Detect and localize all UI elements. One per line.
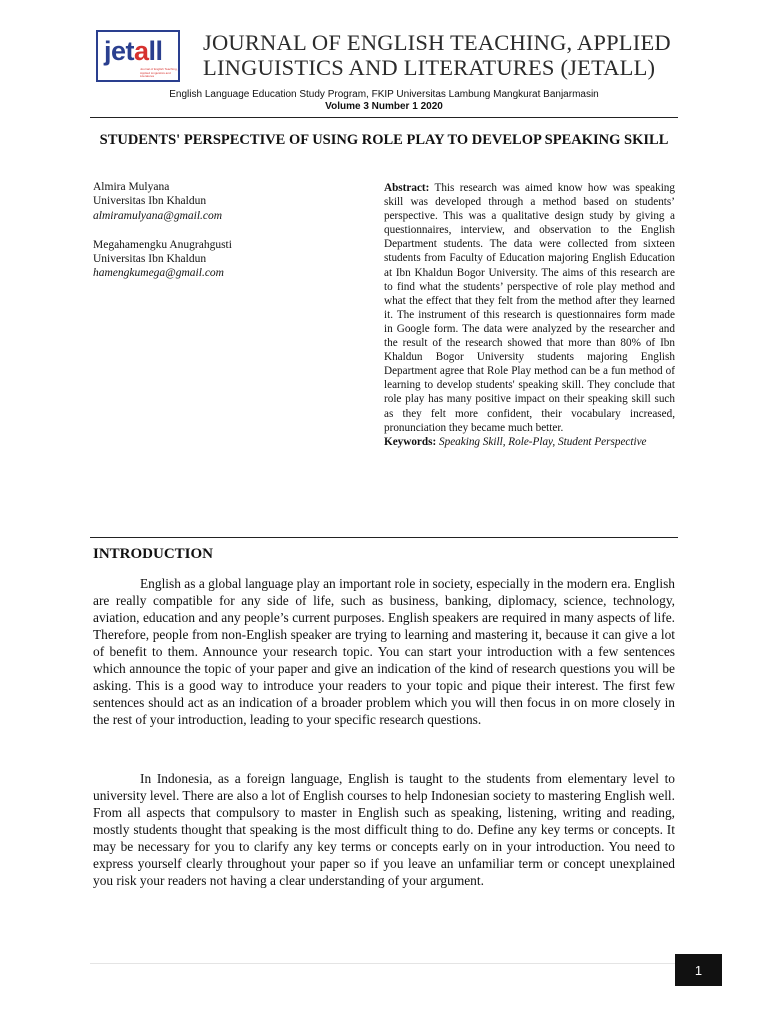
footer-divider [90, 963, 678, 964]
abstract-text: This research was aimed know how was speaking skill was developed through a method based on students’ perspective. This was a qualitative design study by giving a questionnaires, interview, and observation to the English Department students. The data were collected from sixteen students from Faculty of Education majoring English Education at Ibn Khaldun Bogor University. The aims of this research are to find what the students’ perspective of role play method and what the effect that they felt from the method after they learned it. The instrument of this research is questionnaires form made in Google form. The data were analyzed by the researcher and the result of the research showed that more than 80% of Ibn Khaldun Bogor University students majoring English Department agree that Role Play method can be a fun method of learning to develop students' speaking skill. They conclude that role play has many positive impact on their speaking skill such as they felt more confident, their vocabulary increased, pronunciation they became much better. [384, 182, 675, 434]
header-divider [90, 117, 678, 118]
page-number-badge [675, 954, 722, 986]
journal-logo [96, 30, 180, 82]
introduction-heading: INTRODUCTION [93, 546, 214, 562]
paragraph-text: In Indonesia, as a foreign language, English is taught to the students from elementary level to university level. There are also a lot of English courses to help Indonesian society to mastering English well. From all aspects that compulsory to master in English such as speaking, listening, writing and reading, mostly students thought that speaking is the most difficult thing to do. Define any key terms or concepts. It may be necessary for you to clarify any key terms or concepts early on in your introduction. You need to express yourself clearly throughout your paper so if you leave an unfamiliar term or concept unexplained you risk your readers not having a clear understanding of your argument. [93, 771, 675, 888]
author-block [93, 180, 353, 281]
keywords-label: Keywords: [384, 435, 437, 448]
author-affiliation: Universitas Ibn Khaldun [93, 253, 207, 266]
author-affiliation: Universitas Ibn Khaldun [93, 195, 207, 208]
abstract [384, 181, 675, 449]
volume-number: Volume 3 Number 1 2020 [325, 101, 443, 112]
author-email[interactable]: hamengkumega@gmail.com [93, 267, 224, 280]
section-divider [90, 537, 678, 538]
keywords [384, 435, 675, 449]
author-name: Megahamengku Anugrahgusti [93, 238, 232, 251]
intro-paragraph-2 [93, 770, 675, 889]
page-number: 1 [694, 962, 703, 978]
paragraph-text: English as a global language play an important role in society, especially in the modern era. English are really compatible for any side of life, such as business, banking, diplomacy, science, technology, aviation, education and any people’s current purposes. English speakers are required in many aspects of life. Therefore, people from non-English speaker are trying to learning and mastering it, because it can give a lot of benefit to them. Announce your research topic. You can start your introduction with a few sentences which announce the topic of your paper and give an indication of the kind of research questions you will be asking. This is a good way to introduce your readers to your topic and pique their interest. The first few sentences should act as an indication of a broader problem which you will then focus in on more closely in the rest of your introduction, leading to your specific research questions. [93, 576, 675, 727]
author-email[interactable]: almiramulyana@gmail.com [93, 209, 223, 222]
logo-subtitle: Journal of English Teaching, Applied Linguistics and Literatures [140, 67, 178, 78]
study-program: English Language Education Study Program, FKIP Universitas Lambung Mangkurat Banjarmasin [169, 89, 599, 100]
abstract-label: Abstract: [384, 182, 430, 194]
keywords-list: Speaking Skill, Role-Play, Student Perspective [439, 435, 647, 448]
logo-wordmark: jetall [104, 36, 163, 66]
paper-title: STUDENTS' PERSPECTIVE OF USING ROLE PLAY TO DEVELOP SPEAKING SKILL [99, 132, 669, 148]
intro-paragraph-1 [93, 575, 675, 728]
journal-title: JOURNAL OF ENGLISH TEACHING, APPLIED LINGUISTICS AND LITERATURES (JETALL) [203, 30, 671, 80]
author-name: Almira Mulyana [93, 181, 170, 193]
